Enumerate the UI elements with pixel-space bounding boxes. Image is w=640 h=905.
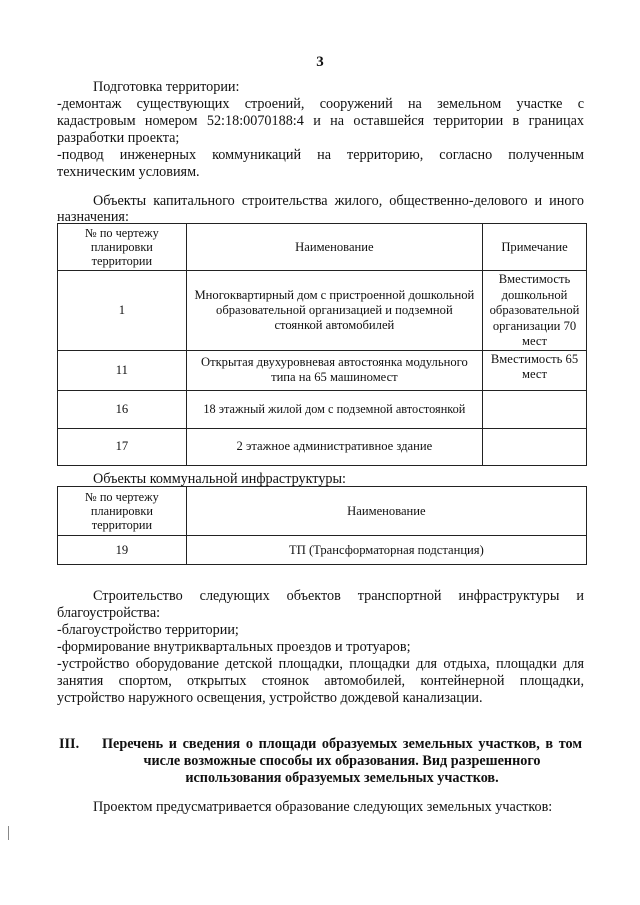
row-note: Вместимость дошкольной образовательной организации 70 мест <box>483 271 587 351</box>
scan-edge-mark <box>8 826 9 840</box>
row-name: 2 этажное административное здание <box>186 428 482 465</box>
construction-item3-line2: занятия спортом, открытых стоянок автомобилей, контейнерной площадки, <box>57 673 584 689</box>
table-header-row <box>58 224 587 271</box>
table-row <box>58 271 587 351</box>
page-number: 3 <box>316 54 324 70</box>
row-note: Вместимость 65 мест <box>483 350 587 390</box>
prep-item1-line3: разработки проекта; <box>57 130 180 146</box>
row-note <box>483 390 587 428</box>
construction-item2: -формирование внутриквартальных проездов и тротуаров; <box>57 639 411 655</box>
prep-item2-line2: техническим условиям. <box>57 164 200 180</box>
construction-item3-line3: устройство наружного освещения, устройство дождевой канализации. <box>57 690 483 706</box>
row-name: ТП (Трансформаторная подстанция) <box>186 536 586 565</box>
col-header-num: № по чертежу планировки территории <box>58 487 187 536</box>
construction-line1: Строительство следующих объектов транспортной инфраструктуры и <box>93 588 584 604</box>
row-num: 1 <box>58 271 187 351</box>
row-name: 18 этажный жилой дом с подземной автостоянкой <box>186 390 482 428</box>
utility-objects-table <box>57 486 587 565</box>
prep-item1-line1: -демонтаж существующих строений, сооружений на земельном участке с <box>57 96 584 112</box>
col-header-name: Наименование <box>186 487 586 536</box>
col-header-note: Примечание <box>483 224 587 271</box>
table-header-row <box>58 487 587 536</box>
section-title-line3: использования образуемых земельных участков. <box>185 770 499 786</box>
prep-item1-line2: кадастровым номером 52:18:0070188:4 и на оставшейся территории в границах <box>57 113 584 129</box>
section-number: III. <box>59 736 80 752</box>
section-title-line2: числе возможные способы их образования. Вид разрешенного <box>143 753 541 769</box>
section-text: Проектом предусматривается образование следующих земельных участков: <box>93 799 553 815</box>
section-title-line1: Перечень и сведения о площади образуемых земельных участков, в том <box>102 736 582 752</box>
construction-item1: -благоустройство территории; <box>57 622 239 638</box>
table-row <box>58 536 587 565</box>
row-num: 11 <box>58 350 187 390</box>
table-row <box>58 390 587 428</box>
row-note <box>483 428 587 465</box>
utility-heading: Объекты коммунальной инфраструктуры: <box>93 471 346 487</box>
row-name: Открытая двухуровневая автостоянка модульного типа на 65 машиномест <box>186 350 482 390</box>
capital-heading-line2: назначения: <box>57 209 129 225</box>
prep-title: Подготовка территории: <box>93 79 240 95</box>
row-num: 16 <box>58 390 187 428</box>
construction-item3-line1: -устройство оборудование детской площадки, площадки для отдыха, площадки для <box>57 656 584 672</box>
capital-objects-table <box>57 223 587 466</box>
construction-line2: благоустройства: <box>57 605 161 621</box>
row-name: Многоквартирный дом с пристроенной дошкольной образовательной организацией и подземной стоянкой автомобилей <box>186 271 482 351</box>
capital-heading-line1: Объекты капитального строительства жилого, общественно-делового и иного <box>93 193 584 209</box>
row-num: 17 <box>58 428 187 465</box>
table-row <box>58 350 587 390</box>
col-header-name: Наименование <box>186 224 482 271</box>
table-row <box>58 428 587 465</box>
prep-item2-line1: -подвод инженерных коммуникаций на территорию, согласно полученным <box>57 147 584 163</box>
col-header-num: № по чертежу планировки территории <box>58 224 187 271</box>
row-num: 19 <box>58 536 187 565</box>
